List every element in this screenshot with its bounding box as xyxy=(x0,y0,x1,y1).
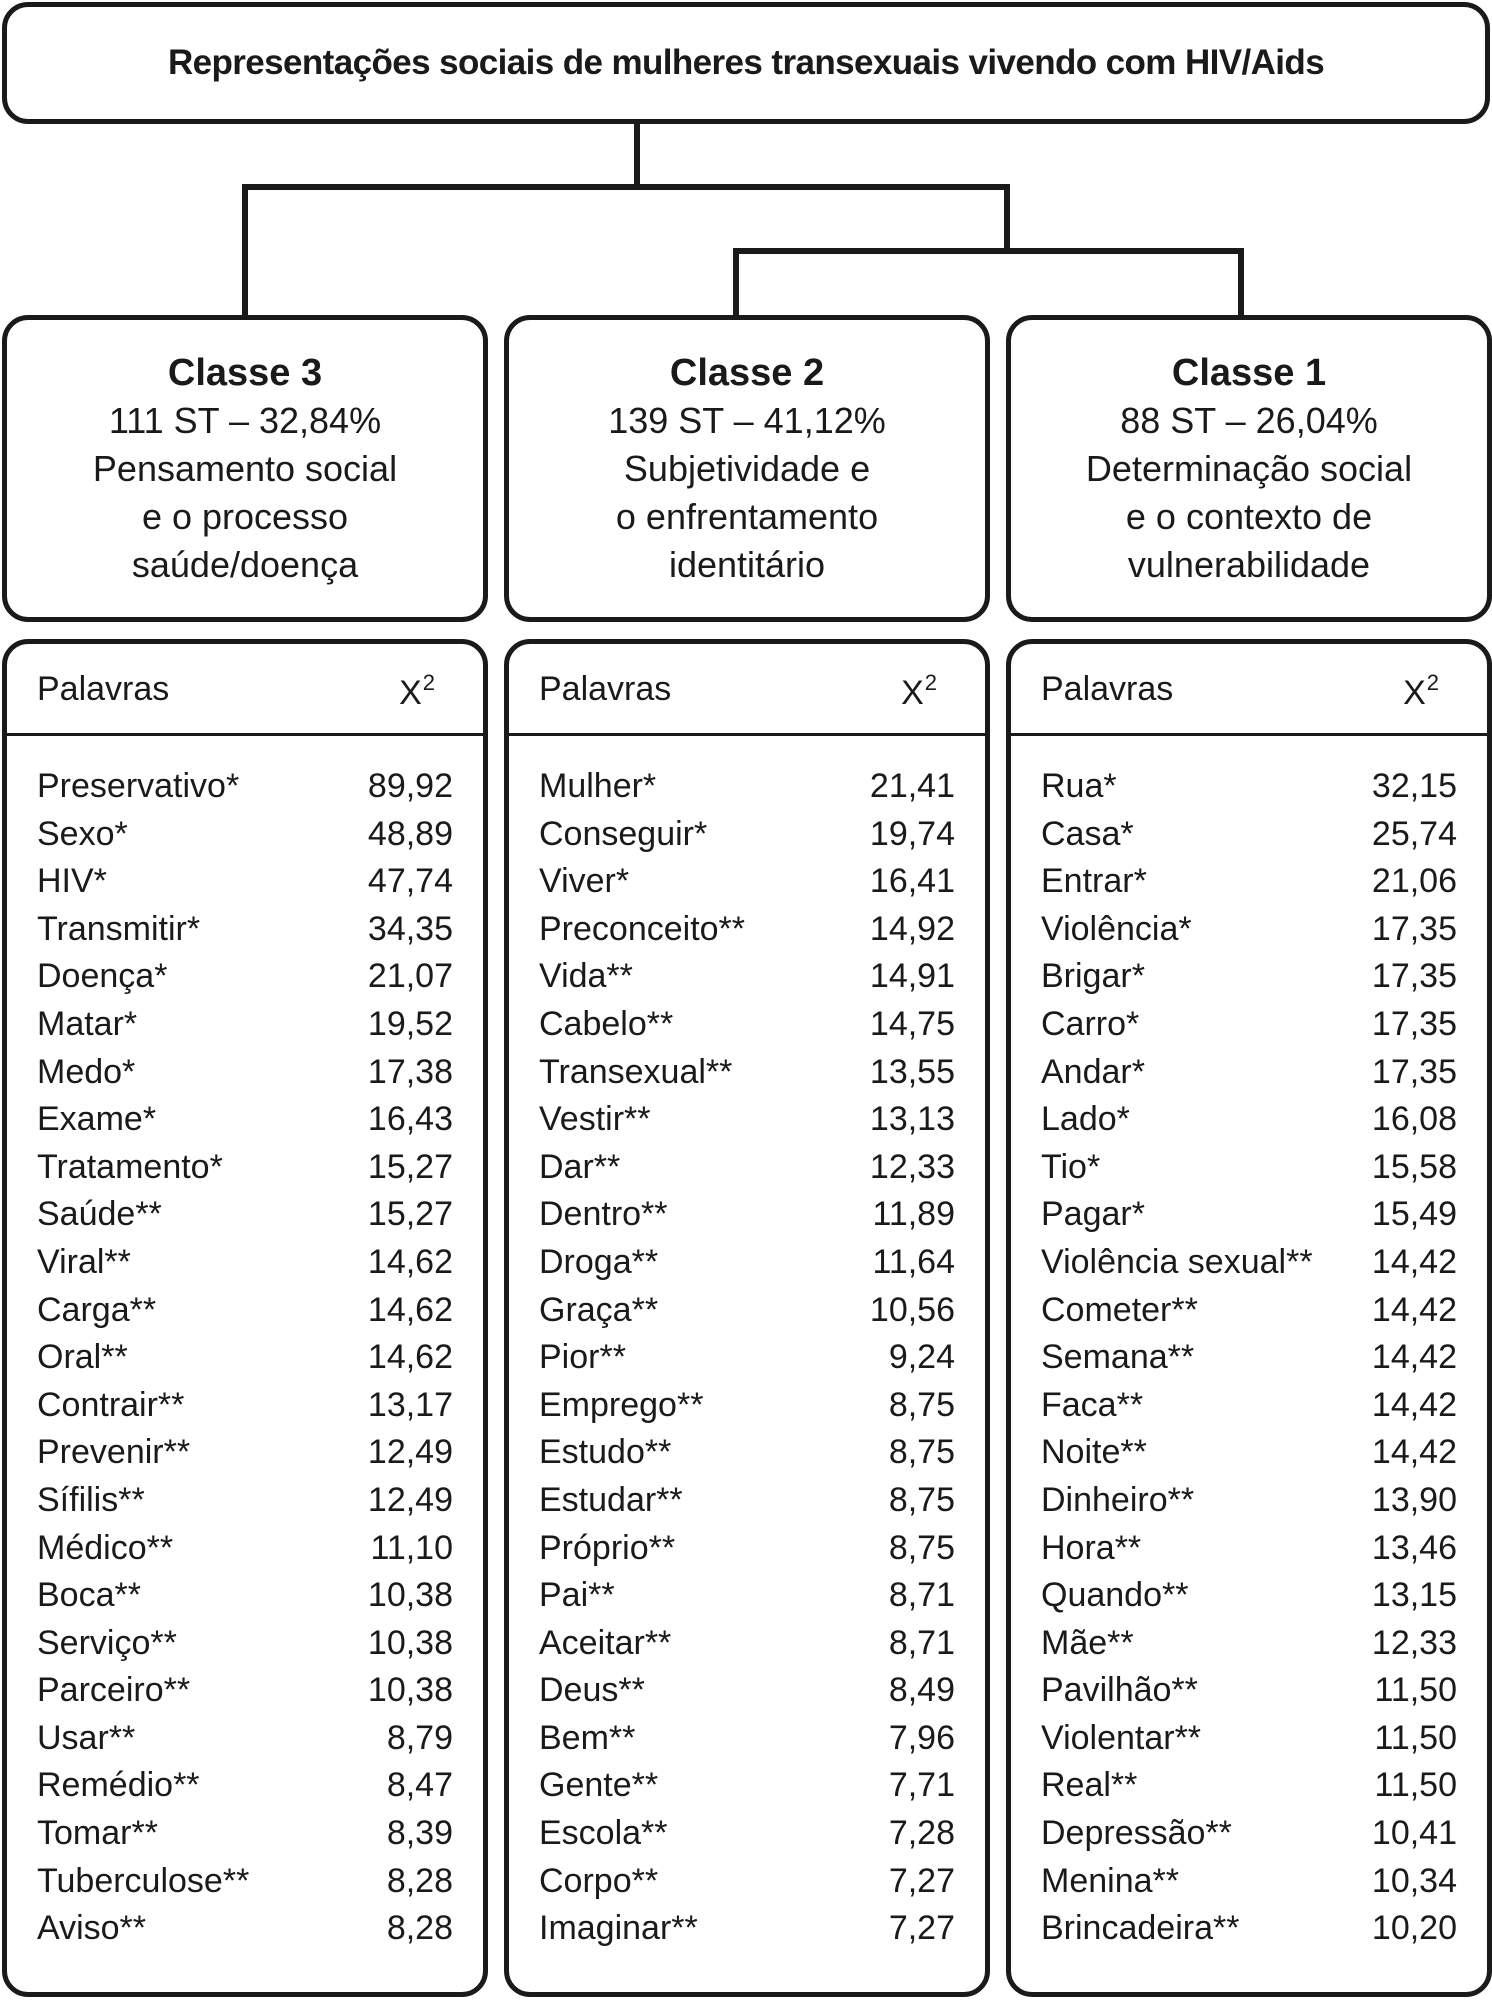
chi-square-value: 7,27 xyxy=(888,1861,955,1900)
word-label: Violência sexual** xyxy=(1041,1242,1313,1281)
word-row xyxy=(509,763,985,811)
chi-square-value: 89,92 xyxy=(367,767,453,805)
word-label: Cometer** xyxy=(1041,1290,1198,1329)
word-label: Andar* xyxy=(1041,1052,1145,1091)
word-row xyxy=(509,1715,985,1763)
header-palavras: Palavras xyxy=(1041,670,1174,708)
chi-square-value: 13,46 xyxy=(1371,1528,1457,1567)
word-label: Contrair** xyxy=(37,1385,185,1424)
word-row xyxy=(7,1477,483,1525)
chi-square-value: 10,34 xyxy=(1371,1861,1457,1900)
chi-square-value: 7,71 xyxy=(888,1766,955,1805)
word-label: Dar** xyxy=(539,1147,621,1186)
chi-square-value: 16,41 xyxy=(869,862,955,901)
word-row xyxy=(7,1667,483,1715)
word-row xyxy=(1011,1144,1487,1192)
word-row xyxy=(509,906,985,954)
chi-square-value: 13,13 xyxy=(869,1100,955,1139)
word-row xyxy=(509,1382,985,1430)
word-row xyxy=(509,1239,985,1287)
word-row xyxy=(7,1905,483,1953)
word-label: Corpo** xyxy=(539,1861,659,1900)
word-label: Pai** xyxy=(539,1576,615,1615)
word-row xyxy=(7,1858,483,1906)
chi-square-value: 11,89 xyxy=(872,1195,955,1234)
word-label: Vestir** xyxy=(539,1100,651,1139)
word-row xyxy=(509,1620,985,1668)
word-label: Transexual** xyxy=(539,1052,733,1091)
word-label: Gente** xyxy=(539,1766,659,1805)
word-row xyxy=(7,953,483,1001)
word-label: Menina** xyxy=(1041,1861,1179,1900)
word-label: Violência* xyxy=(1041,909,1192,948)
word-label: Matar* xyxy=(37,1004,138,1043)
class-name: Classe 3 xyxy=(167,351,323,394)
chi-square-value: 32,15 xyxy=(1371,767,1457,805)
chi-square-value: 11,64 xyxy=(872,1242,955,1281)
chi-square-value: 14,42 xyxy=(1371,1433,1457,1472)
word-row xyxy=(7,1239,483,1287)
class-st: 139 ST – 41,12% xyxy=(608,399,886,441)
word-row xyxy=(1011,953,1487,1001)
word-row xyxy=(7,1572,483,1620)
class-name: Classe 1 xyxy=(1171,351,1327,394)
word-label: Exame* xyxy=(37,1100,157,1139)
header-chi-label: X xyxy=(399,674,422,712)
word-row xyxy=(1011,1382,1487,1430)
word-row xyxy=(1011,1762,1487,1810)
word-row xyxy=(1011,1239,1487,1287)
words-table-header xyxy=(1011,644,1487,736)
word-row xyxy=(7,763,483,811)
word-row xyxy=(7,906,483,954)
word-label: HIV* xyxy=(37,862,107,901)
header-chi-label: X xyxy=(901,674,924,712)
word-row xyxy=(509,1810,985,1858)
word-label: Oral** xyxy=(37,1338,128,1377)
word-label: Real** xyxy=(1041,1766,1138,1805)
word-label: Emprego** xyxy=(539,1385,704,1424)
words-table-header xyxy=(7,644,483,736)
chi-square-value: 14,75 xyxy=(869,1004,955,1043)
connector-classe3-vertical xyxy=(242,184,248,317)
class-box-classe-3 xyxy=(2,315,488,622)
word-label: Sexo* xyxy=(37,814,128,853)
chi-square-value: 14,92 xyxy=(869,909,955,948)
connector-root-vertical xyxy=(634,122,640,190)
word-label: Preconceito** xyxy=(539,909,746,948)
word-label: Violentar** xyxy=(1041,1718,1202,1757)
word-label: Lado* xyxy=(1041,1100,1130,1139)
chi-square-value: 12,49 xyxy=(367,1480,453,1519)
words-rows xyxy=(7,763,483,1953)
header-chi-superscript: 2 xyxy=(422,670,435,695)
word-label: Carga** xyxy=(37,1290,157,1329)
chi-square-value: 12,33 xyxy=(869,1147,955,1186)
chi-square-value: 13,17 xyxy=(367,1385,453,1424)
word-label: Depressão** xyxy=(1041,1814,1232,1853)
chi-square-value: 8,75 xyxy=(888,1480,955,1519)
word-label: Sífilis** xyxy=(37,1480,145,1519)
chi-square-value: 11,50 xyxy=(1374,1671,1457,1710)
class-description-line: Pensamento social xyxy=(92,447,398,489)
chi-square-value: 15,27 xyxy=(367,1147,453,1186)
chi-square-value: 15,58 xyxy=(1371,1147,1457,1186)
class-description-line: vulnerabilidade xyxy=(1127,543,1371,585)
word-label: Saúde** xyxy=(37,1195,162,1234)
word-label: Rua* xyxy=(1041,767,1117,805)
word-label: Pavilhão** xyxy=(1041,1671,1198,1710)
word-label: Remédio** xyxy=(37,1766,200,1805)
chi-square-value: 8,71 xyxy=(888,1576,955,1615)
word-row xyxy=(1011,906,1487,954)
chi-square-value: 7,96 xyxy=(888,1718,955,1757)
word-row xyxy=(7,1334,483,1382)
word-label: Faca** xyxy=(1041,1385,1144,1424)
word-label: Conseguir* xyxy=(539,814,708,853)
connector-branch-vertical xyxy=(1004,184,1010,254)
word-label: Hora** xyxy=(1041,1528,1142,1567)
chi-square-value: 8,71 xyxy=(888,1623,955,1662)
word-label: Pagar* xyxy=(1041,1195,1145,1234)
word-label: Tomar** xyxy=(37,1814,158,1853)
chi-square-value: 10,41 xyxy=(1371,1814,1457,1853)
word-row xyxy=(7,811,483,859)
header-chi-square xyxy=(1403,670,1439,713)
word-row xyxy=(1011,1429,1487,1477)
class-description-line: saúde/doença xyxy=(131,543,359,585)
word-row xyxy=(509,1049,985,1097)
class-st: 111 ST – 32,84% xyxy=(108,399,382,441)
chi-square-value: 47,74 xyxy=(367,862,453,901)
chi-square-value: 21,41 xyxy=(869,767,955,805)
chi-square-value: 14,62 xyxy=(367,1338,453,1377)
word-row xyxy=(509,1525,985,1573)
word-row xyxy=(7,1144,483,1192)
connector-classe2-vertical xyxy=(733,248,739,317)
word-label: Entrar* xyxy=(1041,862,1147,901)
word-label: Preservativo* xyxy=(37,767,240,805)
chi-square-value: 16,08 xyxy=(1371,1100,1457,1139)
header-chi-superscript: 2 xyxy=(924,670,937,695)
word-row xyxy=(1011,763,1487,811)
word-label: Escola** xyxy=(539,1814,668,1853)
word-row xyxy=(509,1667,985,1715)
word-row xyxy=(509,1096,985,1144)
word-row xyxy=(1011,858,1487,906)
word-label: Prevenir** xyxy=(37,1433,191,1472)
chi-square-value: 8,47 xyxy=(386,1766,453,1805)
word-label: Tratamento* xyxy=(37,1147,223,1186)
chi-square-value: 8,49 xyxy=(888,1671,955,1710)
word-label: Carro* xyxy=(1041,1004,1140,1043)
word-row xyxy=(509,1858,985,1906)
word-row xyxy=(509,1287,985,1335)
word-row xyxy=(1011,1810,1487,1858)
word-label: Aceitar** xyxy=(539,1623,672,1662)
word-row xyxy=(1011,1287,1487,1335)
chi-square-value: 48,89 xyxy=(367,814,453,853)
chi-square-value: 19,52 xyxy=(367,1004,453,1043)
chi-square-value: 14,42 xyxy=(1371,1338,1457,1377)
word-row xyxy=(509,1572,985,1620)
word-row xyxy=(7,1049,483,1097)
header-chi-square xyxy=(901,670,937,713)
word-row xyxy=(509,1762,985,1810)
chi-square-value: 14,42 xyxy=(1371,1290,1457,1329)
chi-square-value: 15,49 xyxy=(1371,1195,1457,1234)
word-row xyxy=(7,1001,483,1049)
chi-square-value: 17,35 xyxy=(1371,1052,1457,1091)
class-box-classe-2 xyxy=(504,315,990,622)
word-row xyxy=(1011,1905,1487,1953)
chi-square-value: 21,07 xyxy=(367,957,453,996)
words-table-classe-2 xyxy=(504,639,990,1997)
word-label: Vida** xyxy=(539,957,633,996)
word-label: Viver* xyxy=(539,862,630,901)
word-row xyxy=(1011,1715,1487,1763)
word-row xyxy=(509,1477,985,1525)
word-label: Usar** xyxy=(37,1718,136,1757)
chi-square-value: 19,74 xyxy=(869,814,955,853)
chi-square-value: 8,75 xyxy=(888,1385,955,1424)
word-label: Mãe** xyxy=(1041,1623,1134,1662)
words-rows xyxy=(509,763,985,1953)
word-label: Tuberculose** xyxy=(37,1861,250,1900)
header-chi-superscript: 2 xyxy=(1426,670,1439,695)
chi-square-value: 12,49 xyxy=(367,1433,453,1472)
class-description-line: e o processo xyxy=(141,495,349,537)
chi-square-value: 14,42 xyxy=(1371,1385,1457,1424)
chi-square-value: 21,06 xyxy=(1371,862,1457,901)
diagram-title: Representações sociais de mulheres transexuais vivendo com HIV/Aids xyxy=(167,43,1325,82)
word-row xyxy=(1011,1620,1487,1668)
chi-square-value: 16,43 xyxy=(367,1100,453,1139)
word-row xyxy=(1011,811,1487,859)
word-label: Graça** xyxy=(539,1290,659,1329)
chi-square-value: 7,28 xyxy=(888,1814,955,1853)
chi-square-value: 7,27 xyxy=(888,1909,955,1948)
word-label: Dentro** xyxy=(539,1195,668,1234)
word-label: Medo* xyxy=(37,1052,136,1091)
word-label: Boca** xyxy=(37,1576,141,1615)
word-label: Próprio** xyxy=(539,1528,676,1567)
chi-square-value: 13,90 xyxy=(1371,1480,1457,1519)
word-row xyxy=(1011,1191,1487,1239)
word-label: Estudo** xyxy=(539,1433,672,1472)
word-row xyxy=(509,953,985,1001)
word-row xyxy=(1011,1334,1487,1382)
word-row xyxy=(509,1144,985,1192)
connector-lower-horizontal xyxy=(733,248,1244,254)
chi-square-value: 11,50 xyxy=(1374,1766,1457,1805)
class-description-line: e o contexto de xyxy=(1125,495,1373,537)
class-description-line: Subjetividade e xyxy=(623,447,871,489)
word-row xyxy=(7,1191,483,1239)
connector-classe1-vertical xyxy=(1238,248,1244,317)
word-row xyxy=(1011,1667,1487,1715)
word-label: Brigar* xyxy=(1041,957,1145,996)
word-row xyxy=(7,1810,483,1858)
word-label: Quando** xyxy=(1041,1576,1189,1615)
chi-square-value: 11,50 xyxy=(1374,1718,1457,1757)
word-row xyxy=(1011,1477,1487,1525)
word-row xyxy=(509,1191,985,1239)
chi-square-value: 8,75 xyxy=(888,1528,955,1567)
header-palavras: Palavras xyxy=(539,670,672,708)
chi-square-value: 14,62 xyxy=(367,1242,453,1281)
word-label: Noite** xyxy=(1041,1433,1147,1472)
word-label: Brincadeira** xyxy=(1041,1909,1240,1948)
word-label: Aviso** xyxy=(37,1909,146,1948)
word-label: Dinheiro** xyxy=(1041,1480,1195,1519)
chi-square-value: 11,10 xyxy=(370,1528,453,1567)
word-label: Casa* xyxy=(1041,814,1134,853)
chi-square-value: 14,91 xyxy=(869,957,955,996)
diagram-title-box xyxy=(2,2,1490,124)
chi-square-value: 10,38 xyxy=(367,1671,453,1710)
chi-square-value: 9,24 xyxy=(888,1338,955,1377)
word-label: Mulher* xyxy=(539,767,657,805)
word-label: Médico** xyxy=(37,1528,174,1567)
chi-square-value: 17,38 xyxy=(367,1052,453,1091)
class-description-line: o enfrentamento xyxy=(615,495,879,537)
word-row xyxy=(1011,1525,1487,1573)
word-label: Semana** xyxy=(1041,1338,1195,1377)
chi-square-value: 13,15 xyxy=(1371,1576,1457,1615)
word-label: Cabelo** xyxy=(539,1004,674,1043)
word-row xyxy=(509,1001,985,1049)
words-rows xyxy=(1011,763,1487,1953)
word-label: Bem** xyxy=(539,1718,636,1757)
word-row xyxy=(7,1096,483,1144)
word-row xyxy=(7,1382,483,1430)
chi-square-value: 17,35 xyxy=(1371,1004,1457,1043)
word-row xyxy=(509,1334,985,1382)
class-description-line: identitário xyxy=(668,543,826,585)
word-row xyxy=(7,1715,483,1763)
word-label: Imaginar** xyxy=(539,1909,698,1948)
word-row xyxy=(7,1287,483,1335)
word-label: Parceiro** xyxy=(37,1671,191,1710)
connector-top-horizontal xyxy=(242,184,1010,190)
class-name: Classe 2 xyxy=(669,351,825,394)
chi-square-value: 14,62 xyxy=(367,1290,453,1329)
chi-square-value: 25,74 xyxy=(1371,814,1457,853)
chi-square-value: 8,79 xyxy=(386,1718,453,1757)
word-row xyxy=(1011,1858,1487,1906)
chi-square-value: 34,35 xyxy=(367,909,453,948)
word-row xyxy=(1011,1049,1487,1097)
word-row xyxy=(1011,1001,1487,1049)
word-row xyxy=(7,1762,483,1810)
word-label: Viral** xyxy=(37,1242,131,1281)
word-label: Droga** xyxy=(539,1242,659,1281)
words-table-header xyxy=(509,644,985,736)
chi-square-value: 10,38 xyxy=(367,1576,453,1615)
word-row xyxy=(7,858,483,906)
word-label: Deus** xyxy=(539,1671,645,1710)
word-row xyxy=(509,858,985,906)
word-row xyxy=(7,1525,483,1573)
header-chi-square xyxy=(399,670,435,713)
words-table-classe-3 xyxy=(2,639,488,1997)
class-st: 88 ST – 26,04% xyxy=(1120,399,1378,441)
word-row xyxy=(509,1905,985,1953)
word-label: Estudar** xyxy=(539,1480,683,1519)
word-row xyxy=(7,1620,483,1668)
chi-square-value: 10,20 xyxy=(1371,1909,1457,1948)
class-box-classe-1 xyxy=(1006,315,1492,622)
word-label: Transmitir* xyxy=(37,909,201,948)
chi-square-value: 17,35 xyxy=(1371,957,1457,996)
class-description-line: Determinação social xyxy=(1085,447,1413,489)
word-row xyxy=(1011,1572,1487,1620)
chi-square-value: 8,28 xyxy=(386,1861,453,1900)
header-chi-label: X xyxy=(1403,674,1426,712)
word-row xyxy=(1011,1096,1487,1144)
chi-square-value: 8,28 xyxy=(386,1909,453,1948)
chi-square-value: 13,55 xyxy=(869,1052,955,1091)
word-label: Pior** xyxy=(539,1338,626,1377)
chi-square-value: 8,39 xyxy=(386,1814,453,1853)
word-row xyxy=(509,1429,985,1477)
word-label: Serviço** xyxy=(37,1623,177,1662)
chi-square-value: 10,56 xyxy=(869,1290,955,1329)
chi-square-value: 12,33 xyxy=(1371,1623,1457,1662)
chi-square-value: 14,42 xyxy=(1371,1242,1457,1281)
word-row xyxy=(7,1429,483,1477)
word-label: Doença* xyxy=(37,957,168,996)
chi-square-value: 10,38 xyxy=(367,1623,453,1662)
chi-square-value: 8,75 xyxy=(888,1433,955,1472)
word-row xyxy=(509,811,985,859)
chi-square-value: 15,27 xyxy=(367,1195,453,1234)
header-palavras: Palavras xyxy=(37,670,170,708)
words-table-classe-1 xyxy=(1006,639,1492,1997)
chi-square-value: 17,35 xyxy=(1371,909,1457,948)
word-label: Tio* xyxy=(1041,1147,1101,1186)
